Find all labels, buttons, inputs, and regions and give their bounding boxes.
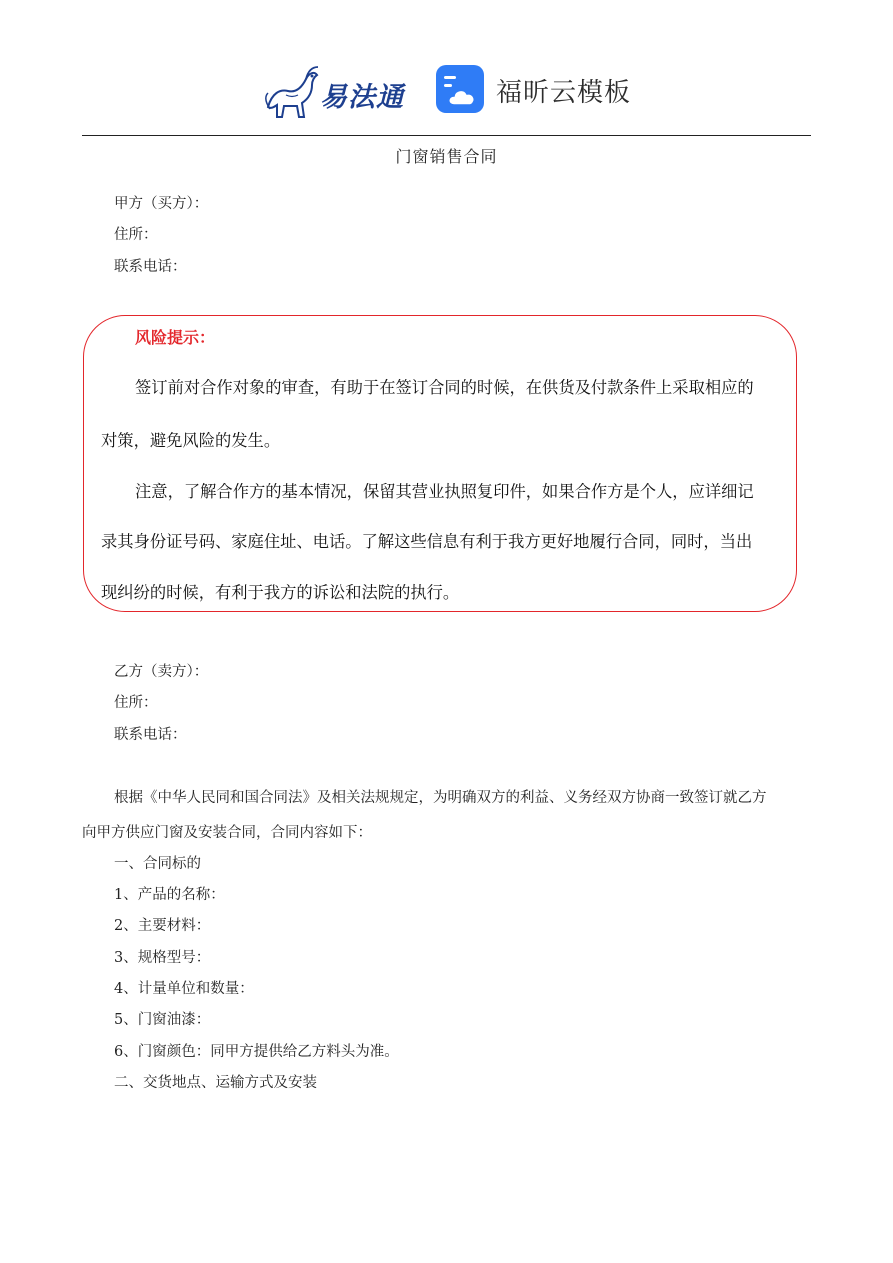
- party-b-name-label: 乙方（卖方）：: [114, 664, 209, 680]
- yifatong-logo-text: 易法通: [320, 82, 404, 113]
- party-a-name-label: 甲方（买方）：: [114, 196, 209, 212]
- intro-paragraph-line: 向甲方供应门窗及安装合同，合同内容如下：: [82, 825, 372, 841]
- risk-notice-box: [83, 315, 797, 612]
- risk-notice-title: 风险提示：: [135, 328, 216, 347]
- party-b-address-label: 住所：: [114, 695, 158, 711]
- clause-line: 二、交货地点、运输方式及安装: [114, 1075, 317, 1091]
- party-a-phone-label: 联系电话：: [114, 259, 187, 275]
- clause-line: 3、规格型号：: [114, 950, 211, 966]
- document-title: 门窗销售合同: [395, 147, 498, 166]
- risk-notice-line: 对策，避免风险的发生。: [101, 431, 281, 450]
- risk-notice-line: 签订前对合作对象的审查，有助于在签订合同的时候，在供货及付款条件上采取相应的: [135, 378, 754, 397]
- party-a-address-label: 住所：: [114, 227, 158, 243]
- risk-notice-line: 现纠纷的时候，有利于我方的诉讼和法院的执行。: [101, 583, 460, 602]
- clause-line: 1、产品的名称：: [114, 887, 225, 903]
- clause-line: 一、合同标的: [114, 856, 201, 872]
- foxit-template-logo-text: 福昕云模板: [496, 78, 632, 108]
- clause-line: 5、门窗油漆：: [114, 1012, 211, 1028]
- risk-notice-line: 录其身份证号码、家庭住址、电话。了解这些信息有利于我方更好地履行合同，同时，当出: [101, 532, 753, 551]
- page-header: [0, 55, 893, 125]
- intro-paragraph-line: 根据《中华人民同和国合同法》及相关法规规定，为明确双方的利益、义务经双方协商一致签订就乙方: [114, 790, 767, 806]
- qilin-emblem-icon: [262, 63, 322, 121]
- yifatong-logo: [262, 63, 417, 123]
- party-b-phone-label: 联系电话：: [114, 727, 187, 743]
- clause-line: 4、计量单位和数量：: [114, 981, 254, 997]
- header-divider: [82, 135, 811, 136]
- risk-notice-line: 注意，了解合作方的基本情况，保留其营业执照复印件，如果合作方是个人，应详细记: [135, 482, 754, 501]
- clause-line: 6、门窗颜色：同甲方提供给乙方料头为准。: [114, 1044, 399, 1060]
- clause-line: 2、主要材料：: [114, 918, 211, 934]
- foxit-cloud-icon: [436, 65, 484, 113]
